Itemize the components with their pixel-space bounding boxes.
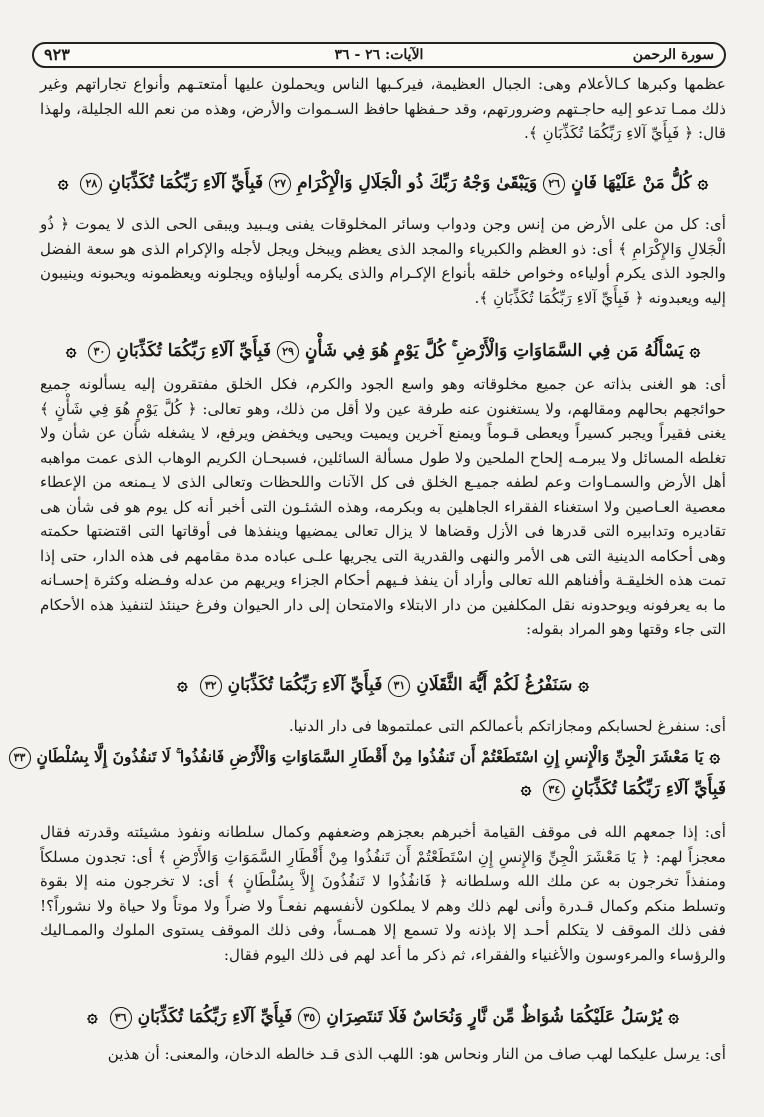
verse-number: ٢٦ [543,173,565,195]
verse-number: ٣٢ [200,675,222,697]
paragraph-6: أى: يرسل عليكما لهب صاف من النار ونحاس هو: اللهب الذى قـد خالطه الدخان، والمعنى: أن هذين [107,1045,726,1063]
quran-verse-31-32: ۞سَنَفْرُغُ لَكُمْ أَيُّهَ الثَّقَلَانِ٣١فَبِأَيِّ آلَاءِ رَبِّكُمَا تُكَذِّبَانِ٣٢۞ [40,670,726,700]
quran-verse-33: ۞يَا مَعْشَرَ الْجِنِّ وَالْإِنسِ إِنِ اسْتَطَعْتُمْ أَن تَنفُذُوا مِنْ أَقْطَارِ السَّمَاوَاتِ وَالْأَرْضِ فَانفُذُوا ۚ لَا تَنفُذُونَ إِلَّا بِسُلْطَانٍ٣٣ [40,742,726,772]
ornament-icon: ۞ [709,746,720,767]
paragraph-1: عظمها وكبرها كـالأعلام وهى: الجبال العظيمة، فيركـبها الناس ويحملون عليها أمتعتـهم وأنواع تجاراتهم وغير ذلك ممـا تدعو إليه حاجـتهم وضرورتهم، وقد حـفظها حافظ السـموات والأرض، وهذه من نعم الله الجليلة، ولهذا قال: ﴿ فَبِأَيِّ آلاءِ رَبِّكُمَا تُكَذِّبَانِ ﴾. [40,75,726,142]
verse-range: الآيات: ٢٦ - ٣٦ [334,47,424,63]
ornament-icon: ۞ [668,1006,679,1027]
quran-verse-34: فَبِأَيِّ آلَاءِ رَبِّكُمَا تُكَذِّبَانِ٣٤۞ [40,774,726,804]
ornament-icon: ۞ [697,172,709,193]
page-number: ٩٢٣ [44,45,70,64]
ornament-icon: ۞ [87,1006,98,1027]
page-header [32,42,726,68]
quran-verse-35-36: ۞يُرْسَلُ عَلَيْكُمَا شُوَاظٌ مِّن نَّارٍ وَنُحَاسٌ فَلَا تَنتَصِرَانِ٣٥فَبِأَيِّ آلَاءِ رَبِّكُمَا تُكَذِّبَانِ٣٦۞ [40,1002,726,1032]
ornament-icon: ۞ [689,340,701,361]
ornament-icon: ۞ [57,172,69,193]
paragraph-3: أى: هو الغنى بذاته عن جميع مخلوقاته وهو واسع الجود والكرم، فكل الخلق مفتقرون إليه يسألونه جميع حوائجهم بحالهم ومقالهم، ولا يستغنون عنه طرفة عين ولا أقل من ذلك، وهو تعالى: ﴿ كُلَّ يَوْمٍ هُوَ فِي شَأْنٍ ﴾ يغنى فقيراً ويجبر كسيراً ويعطى قـوماً ويمنع آخرين ويميت ويحيى ويخفض ويرفع، لا يشغله شأن عن شأن ولا تغلطه المسائل ولا يبرمـه إلحاح الملحين ولا طول مسألة السائلين، فسبحـان الكريم الوهاب الذى عمت مواهبه أهل الأرض والسمـاوات وعم لطفه جميـع الخلق فى كل الآنات واللحظات وتعالى الذى لا يـمنعه من الإعطاء معصية العـاصين ولا استغناء الفقراء الجاهلين به وبكرمه، وهذه الشئـون التى أخبر أنه كل يوم هو فى شأن هى تقاديره وتدابيره التى قدرها فى الأزل وقضاها لا يزال تعالى يمضيها وينفذها فى أوقاتها التى اقتضتها حكمته وهى أحكامه الدينية التى هى الأمر والنهى والقدرية التى يجريها علـى عباده مدة مقامهم فى هذه الدار، حتى إذا تمت هذه الخليقـة وأفناهم الله تعالى وأراد أن ينفذ فـيهم أحكام الجزاء ويريهم من عدله وفـضله وكثرة إحسـانه ما به يعرفونه ويوحدونه نقل المكلفين من دار الابتلاء والامتحان إلى دار الحيوان وفرغ حينئذ لتنفيذ هذه الأحكام التى جاء وقتها وهو المراد بقوله: [40,375,726,638]
surah-title: سورة الرحمن [632,47,714,63]
paragraph-5: أى: إذا جمعهم الله فى موقف القيامة أخبرهم بعجزهم وضعفهم وكمال سلطانه ونفوذ مشيئته وقدرته فقال معجزاً لهم: ﴿ يَا مَعْشَرَ الْجِنِّ وَالإِنسِ إِنِ اسْتَطَعْتُمْ أَن تَنفُذُوا مِنْ أَقْطَارِ السَّمَوَاتِ وَالأَرْضِ ﴾ أى: تجدون مسلكاً ومنفذاً تخرجون به عن ملك الله وسلطانه ﴿ فَانفُذُوا لا تَنفُذُونَ إِلاَّ بِسُلْطَانٍ ﴾ أى: لا تخرجون منه إلا بقوة وتسلط منكم وكمال قـدرة وأنى لهم ذلك وهم لا يملكون لأنفسهم نفعـاً ولا ضراً ولا موتاً ولا حياة ولا نشوراً؟! ففى ذلك الموقف لا يتكلم أحـد إلا بإذنه ولا تسمع إلا همـساً، وفى ذلك الموقف يستوى الملوك والممـاليك والرؤساء والمرءوسون والأغنياء والفقراء، ثم ذكر ما أعد لهم فى ذلك اليوم فقال: [40,823,726,964]
ornament-icon: ۞ [578,674,589,695]
ornament-icon: ۞ [65,340,77,361]
quran-verse-26-28: ۞كُلُّ مَنْ عَلَيْهَا فَانٍ٢٦وَيَبْقَىٰ وَجْهُ رَبِّكَ ذُو الْجَلَالِ وَالْإِكْرَامِ٢٧فَبِأَيِّ آلَاءِ رَبِّكُمَا تُكَذِّبَانِ٢٨۞ [40,168,726,198]
quran-verse-29-30: ۞يَسْأَلُهُ مَن فِي السَّمَاوَاتِ وَالْأَرْضِ ۚ كُلَّ يَوْمٍ هُوَ فِي شَأْنٍ٢٩فَبِأَيِّ آلَاءِ رَبِّكُمَا تُكَذِّبَانِ٣٠۞ [40,336,726,366]
paragraph-2: أى: كل من على الأرض من إنس وجن ودواب وسائر المخلوقات يفنى ويـبيد ويبقى الحى الذى لا يموت ﴿ ذُو الْجَلالِ وَالإِكْرَامِ ﴾ أى: ذو العظم والكبرياء والمجد الذى يعظم ويبخل ويجل لأجله والإكرام الذى هو سعة الفضل والجود الذى يكرم أولياءه وخواص خلقه بأنواع الإكـرام والذى يكرمه أولياؤه ويجلونه ويعظمونه ويحبونه وينيبون إليه ويعبدونه ﴿ فَبِأَيِّ آلاءِ رَبِّكُمَا تُكَذِّبَانِ ﴾. [40,215,726,307]
verse-number: ٣٣ [9,747,31,769]
ornament-icon: ۞ [520,778,532,799]
verse-number: ٣١ [388,675,410,697]
verse-number: ٣٠ [88,341,110,363]
verse-number: ٣٤ [543,779,565,801]
verse-number: ٢٧ [269,173,291,195]
verse-number: ٢٩ [277,341,299,363]
ornament-icon: ۞ [177,674,188,695]
verse-number: ٣٥ [298,1007,320,1029]
verse-number: ٣٦ [110,1007,132,1029]
paragraph-4: أى: سنفرغ لحسابكم ومجازاتكم بأعمالكم التى عملتموها فى دار الدنيا. [288,717,726,735]
verse-number: ٢٨ [80,173,102,195]
